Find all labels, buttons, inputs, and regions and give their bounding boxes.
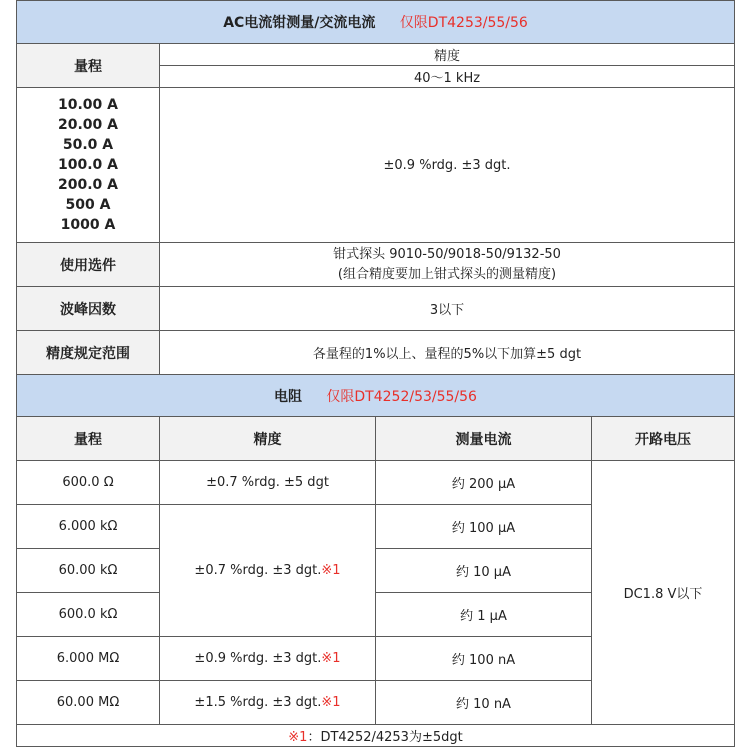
ac-option-line1: 钳式探头 9010-50/9018-50/9132-50 [333,246,561,262]
res-header-accuracy: 精度 [160,417,376,461]
ac-crest-value: 3以下 [160,287,735,331]
note-mark: ※1 [321,651,341,666]
res-header-voltage: 开路电压 [592,417,735,461]
res-range-cell: 6.000 MΩ [17,637,160,681]
res-accuracy-cell [160,681,376,725]
res-section-models: 仅限DT4252/53/55/56 [326,388,477,405]
ac-accuracy-value: ±0.9 %rdg. ±3 dgt. [160,88,735,243]
ac-option-line2: (组合精度要加上钳式探头的测量精度) [337,266,557,282]
res-current-cell: 约 100 nA [376,637,592,681]
ac-section-header [17,1,735,44]
ac-current-table [16,0,735,375]
res-accuracy-text: ±0.9 %rdg. ±3 dgt. [194,651,322,666]
res-range-cell: 60.00 kΩ [17,549,160,593]
res-current-cell: 约 200 μA [376,461,592,505]
res-accuracy-group-text: ±0.7 %rdg. ±3 dgt. [194,563,322,578]
res-accuracy-group-cell [160,505,376,637]
ac-accuracy-label: 精度 [160,44,735,66]
res-range-cell: 600.0 kΩ [17,593,160,637]
ac-ranges-cell [17,88,160,243]
ac-range-item: 10.00 A [58,97,118,113]
ac-section-title: AC电流钳测量/交流电流 [223,15,376,31]
ac-range-item: 1000 A [60,217,116,233]
res-current-cell: 约 10 nA [376,681,592,725]
res-header-current: 测量电流 [376,417,592,461]
res-header-range: 量程 [17,417,160,461]
res-range-cell: 6.000 kΩ [17,505,160,549]
res-voltage-cell: DC1.8 V以下 [592,461,735,725]
footnote [17,725,735,747]
ac-option-label: 使用选件 [17,243,160,287]
res-range-cell: 60.00 MΩ [17,681,160,725]
footnote-mark: ※1 [288,730,308,745]
ac-spec-label: 精度规定范围 [17,331,160,375]
ac-section-models: 仅限DT4253/55/56 [399,15,528,31]
ac-frequency: 40～1 kHz [160,66,735,88]
res-accuracy-text: ±1.5 %rdg. ±3 dgt. [194,695,322,710]
ac-spec-value: 各量程的1%以上、量程的5%以下加算±5 dgt [160,331,735,375]
resistance-table [16,374,735,747]
res-accuracy-cell: ±0.7 %rdg. ±5 dgt [160,461,376,505]
res-current-cell: 约 1 μA [376,593,592,637]
res-current-cell: 约 10 μA [376,549,592,593]
res-accuracy-cell [160,637,376,681]
ac-range-item: 100.0 A [58,157,118,173]
note-mark: ※1 [321,695,341,710]
res-current-cell: 约 100 μA [376,505,592,549]
res-range-cell: 600.0 Ω [17,461,160,505]
ac-range-label: 量程 [17,44,160,88]
footnote-text: ：DT4252/4253为±5dgt [307,730,463,745]
ac-range-item: 20.00 A [58,117,118,133]
ac-option-value [160,243,735,287]
ac-range-item: 200.0 A [58,177,118,193]
ac-range-item: 500 A [65,197,111,213]
ac-range-item: 50.0 A [62,137,114,153]
res-section-header [17,375,735,417]
note-mark: ※1 [321,563,341,578]
ac-crest-label: 波峰因数 [17,287,160,331]
res-section-title: 电阻 [274,388,303,405]
